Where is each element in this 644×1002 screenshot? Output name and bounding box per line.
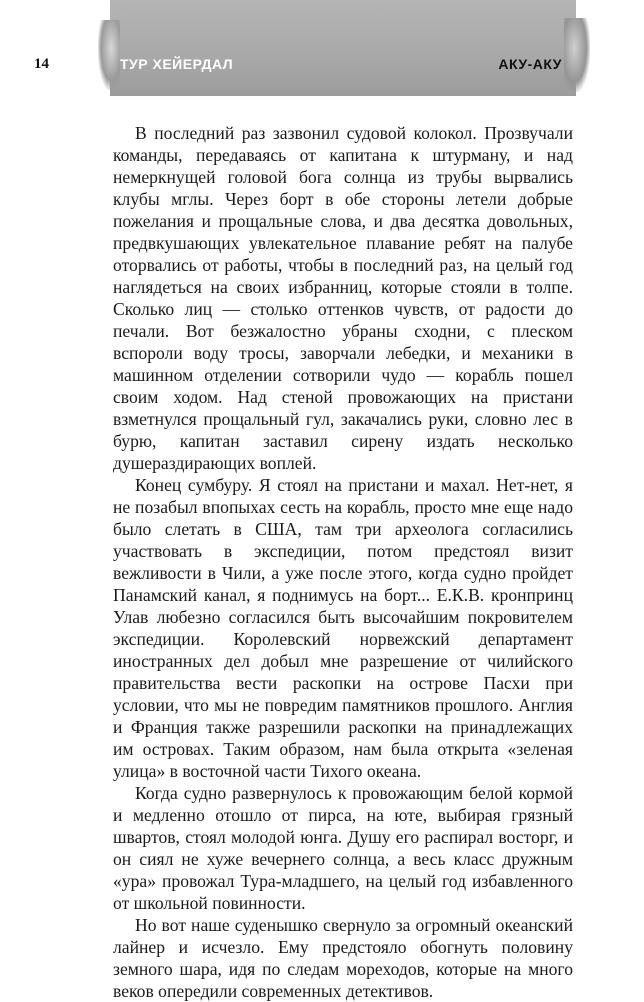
running-header-title: АКУ-АКУ xyxy=(498,56,562,72)
paragraph: Но вот наше суденышко свернуло за огромный океанский лайнер и исчезло. Ему предстояло обогнуть половину земного шара, идя по следам мореходов, которые на много веков опередили современных детективов. xyxy=(113,915,573,1001)
body-text xyxy=(113,122,573,1002)
running-header-author: ТУР ХЕЙЕРДАЛ xyxy=(120,56,234,72)
page-number: 14 xyxy=(34,56,49,72)
running-header-band xyxy=(110,0,576,96)
paragraph: В последний раз зазвонил судовой колокол. Прозвучали команды, передаваясь от капитана к штурману, и над немеркнущей головой бога солнца из трубы вырвались клубы мглы. Через борт в обе стороны летели добрые пожелания и прощальные слова, и два десятка довольных, предвкушающих увлекательное плавание ребят на палубе оторвались от работы, чтобы в последний раз, на целый год наглядеться на своих избранниц, которые стояли в толпе. Сколько лиц — столько оттенков чувств, от радости до печали. Вот безжалостно убраны сходни, с плеском вспороли воду тросы, заворчали лебедки, и механики в машинном отделении сотворили чудо — корабль пошел своим ходом. Над стеной провожающих на пристани взметнулся прощальный гул, закачались руки, словно лес в бурю, капитан заставил сирену издать несколько душераздирающих воплей. xyxy=(113,123,573,473)
paragraph: Конец сумбуру. Я стоял на пристани и махал. Нет-нет, я не позабыл впопыхах сесть на корабль, просто мне еще надо было слетать в США, там три археолога согласились участвовать в экспедиции, потом предстоял визит вежливости в Чили, а уже после этого, когда судно пройдет Панамский канал, я поднимусь на борт... Е.К.В. кронпринц Улав любезно согласился быть высочайшим покровителем экспедиции. Королевский норвежский департамент иностранных дел добыл мне разрешение от чилийского правительства вести раскопки на острове Пасхи при условии, что мы не повредим памятников прошлого. Англия и Франция также разрешили раскопки на принадлежащих им островах. Таким образом, нам была открыта «зеленая улица» в восточной части Тихого океана. xyxy=(113,475,573,781)
paragraph: Когда судно развернулось к провожающим белой кормой и медленно отошло от пирса, на юте, выбирая грязный швартов, стоял молодой юнга. Душу его распирал восторг, и он сиял не хуже вечернего солнца, а весь класс дружным «ура» провожал Тура-младшего, на целый год избавленного от школьной повинности. xyxy=(113,783,573,913)
